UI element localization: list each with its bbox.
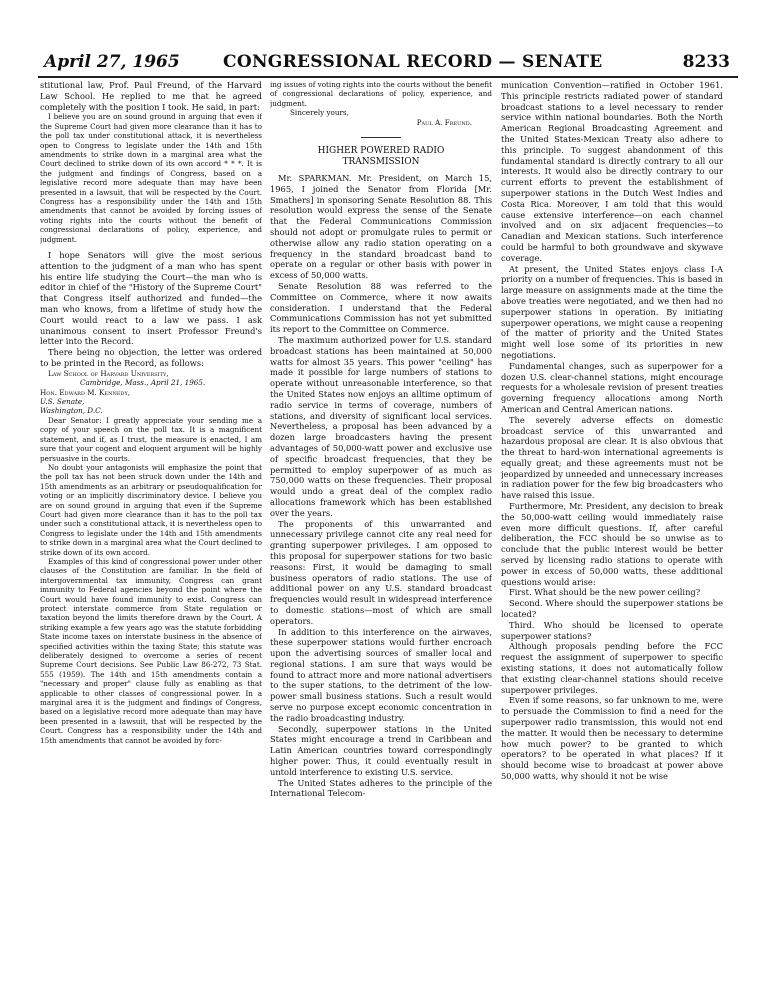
paragraph: munication Convention—ratified in October 1961. This principle restricts radiated power of standard broadcast stations to a level necessary to render service within national boundaries. Both the North American Regional Broadcasting Agreement and the United States-Mexican Treaty also adhere to this principle. To suggest abandonment of this fundamental standard is directly contrary to all our interests. It would also be directly contrary to our current efforts to prevent the establishment of superpower stations in the Dutch West Indies and Costa Rica. Moreover, I am told that this would cause extensive interference—on each channel involved and on six adjacent frequencies—to Canadian and Mexican stations. Such interference could be harmful to both groundwave and skywave coverage. (501, 80, 723, 263)
paragraph: At present, the United States enjoys class I-A priority on a number of frequencies. This is based in large measure on assignments made at the time the above treaties were negotiated, and we then had no superpower stations in operation. By initiating superpower operations, we might cause a reopening of the matter of priority and the United States might well lose some of its priorities in new negotiations. (501, 263, 723, 360)
paragraph: Furthermore, Mr. President, any decision to break the 50,000-watt ceiling would immediately raise even more difficult questions. If, after careful deliberation, the FCC should be so unwise as to conclude that the public interest would be better served by licensing radio stations to operate with power in excess of 50,000 watts, these additional questions would arise: (501, 501, 723, 587)
paragraph: There being no objection, the letter was ordered to be printed in the Record, as follows: (40, 347, 262, 369)
letter-paragraph: No doubt your antagonists will emphasize the point that the poll tax has not been struck down under the 14th and 15th amendments as an arbitrary or pseudoqualification for voting or an implicitly discriminatory device. I believe you are on sound ground in arguing that even if the Supreme Court had given more clearance than it has to the poll tax under such a constitutional attack, it is nevertheless open to Congress to legislate under the 14th and 15th amendments to strike down in a marginal area what the Court declined to strike down of its own accord. (40, 462, 262, 557)
letter-address-line: Hon. Edward M. Kennedy, (40, 387, 131, 397)
paragraph: Secondly, superpower stations in the United States might encourage a trend in Caribbean and Latin American countries toward correspondingly higher power. Thus, it could eventually result in untold interference to existing U.S. service. (270, 723, 492, 777)
paragraph: The United States adheres to the principle of the International Telecom- (270, 777, 492, 799)
letter-address-line: Law School of Harvard University, (48, 368, 169, 378)
letter-address-line: Cambridge, Mass., April 21, 1965. (80, 378, 206, 388)
letter-signature: Paul A. Freund. (416, 117, 472, 127)
page-header (38, 50, 738, 74)
section-heading-line: HIGHER POWERED RADIO (317, 146, 445, 157)
block-quote: I believe you are on sound ground in arguing that even if the Supreme Court had given more clearance than it has to the poll tax under constitutional attack, it is nevertheless open to Congress to legislate under the 14th and 15th amendments to strike down in a marginal area what the Court declined to strike down of its own accord * * *. It is the judgment and findings of Congress, based on a legislative record more adequate than may have been presented in a lawsuit, that will be respected by the Court. Congress has a responsibility under the 14th and 15th amendments that cannot be avoided by forcing issues of voting rights into the courts without the benefit of congressional declarations of policy, experience, and judgment. (40, 112, 262, 244)
letter-paragraph: ing issues of voting rights into the courts without the benefit of congressional declarations of policy, experience, and judgment. (270, 80, 492, 108)
header-page-number: 8233 (682, 52, 730, 72)
question-item: Second. Where should the superpower stations be located? (501, 598, 723, 620)
letter-address-line: U.S. Senate, (40, 397, 85, 407)
paragraph: Mr. SPARKMAN. Mr. President, on March 15, 1965, I joined the Senator from Florida [Mr. Smathers] in sponsoring Senate Resolution 88. This resolution would express the sense of the Senate that the Federal Communications Commission should not adopt or promulgate rules to permit or otherwise allow any radio station operating on a frequency in the standard broadcast band to operate on a regular or other basis with power in excess of 50,000 watts. (270, 173, 492, 281)
paragraph: Senate Resolution 88 was referred to the Committee on Commerce, where it now awaits consideration. I understand that the Federal Communications Commission has not yet submitted its report to the Committee on Commerce. (270, 281, 492, 335)
paragraph: The proponents of this unwarranted and unnecessary privilege cannot cite any real need for granting superpower privileges. I am opposed to this proposal for superpower stations for two basic reasons: First, it would be damaging to small business operators of radio stations. The use of additional power on any U.S. standard broadcast frequencies would result in widespread interference to domestic stations—most of which are small operators. (270, 518, 492, 626)
letter-paragraph: Examples of this kind of congressional power under other clauses of the Constitution are familiar. In the field of intergovernmental tax immunity, Congress can grant immunity to Federal agencies beyond the point where the Court would have found immunity to exist. Congress can protect interstate commerce from State regulation or taxation beyond the limits therefore drawn by the Court. A striking example a few years ago was the statute forbidding State income taxes on interstate business in the absence of specified activities within the taxing State; this statute was deliberately designed to overcome a series of recent Supreme Court decisions. See Public Law 86-272, 73 Stat. 555 (1959). The 14th and 15th amendments contain a "necessary and proper" clause fully as enabling as that applicable to other classes of congressional power. In a marginal area it is the judgment and findings of Congress, based on a legislative record more adequate than may have been presented in a lawsuit, that will be respected by the Court. Congress has a responsibility under the 14th and 15th amendments that cannot be avoided by forc- (40, 556, 262, 745)
header-rule (38, 76, 738, 78)
question-item: Third. Who should be licensed to operate superpower stations? (501, 619, 723, 641)
letter-paragraph: Dear Senator: I greatly appreciate your sending me a copy of your speech on the poll tax. It is a magnificent statement, and if, as I trust, the measure is enacted, I am sure that your cogent and eloquent argument will be highly persuasive in the courts. (40, 415, 262, 463)
header-title: CONGRESSIONAL RECORD — SENATE (223, 52, 603, 72)
section-divider (361, 137, 401, 138)
paragraph: I hope Senators will give the most serious attention to the judgment of a man who has spent his entire life studying the Court—the man who is editor in chief of the "History of the Supreme Court" that Congress itself authorized and funded—the man who knows, from a lifetime of study how the Court would react to a law we pass. I ask unanimous consent to insert Professor Freund's letter into the Record. (40, 250, 262, 347)
section-heading-line: TRANSMISSION (342, 157, 420, 168)
column-left (40, 80, 262, 980)
paragraph: The severely adverse effects on domestic broadcast service of this unwarranted and hazardous proposal are clear. It is also obvious that the threat to hard-won international agreements is equally great; and these agreements must not be jeopardized by unneeded and unnecessary increases in radiation power for the few big broadcasters who have raised this issue. (501, 414, 723, 501)
paragraph: Even if some reasons, so far unknown to me, were to persuade the Commission to find a need for the superpower radio transmission, this would not end the matter. It would then be necessary to determine how much power? to be granted to which operators? to be operated in what places? If it should become wise to broadcast at power above 50,000 watts, why should it not be wise (501, 695, 723, 781)
paragraph: Although proposals pending before the FCC request the assignment of superpower to specific existing stations, it does not automatically follow that existing clear-channel stations should receive superpower privileges. (501, 641, 723, 695)
paragraph: In addition to this interference on the airwaves, these superpower stations would further encroach upon the advertising sources of smaller local and regional stations. I am sure that ways would be found to attract more and more national advertisers to the super stations, to the detriment of the low-power small business stations. Such a result would serve no purpose except economic concentration in the radio broadcasting industry. (270, 626, 492, 723)
section-heading (270, 146, 492, 168)
paragraph: Fundamental changes, such as superpower for a dozen U.S. clear-channel stations, might encourage requests for a wholesale revision of present treaties governing frequency allocations among North American and Central American nations. (501, 360, 723, 414)
question-item: First. What should be the new power ceiling? (509, 587, 701, 598)
column-right (501, 80, 723, 980)
header-date: April 27, 1965 (44, 52, 180, 72)
letter-closing: Sincerely yours, (290, 108, 349, 118)
paragraph: stitutional law, Prof. Paul Freund, of the Harvard Law School. He replied to me that he agreed completely with the position I took. He said, in part: (40, 80, 262, 112)
letter-address-line: Washington, D.C. (40, 406, 103, 416)
column-middle (270, 80, 492, 980)
paragraph: The maximum authorized power for U.S. standard broadcast stations has been maintained at 50,000 watts for almost 35 years. This power "ceiling" has made it possible for large numbers of stations to operate without unreasonable interference, so that the United States now enjoys an alltime optimum of radio service in terms of coverage, numbers of stations, and diversity of significant local services. Nevertheless, a proposal has been advanced by a dozen large broadcasters having the present advantages of 50,000-watt power and exclusive use of specific broadcast frequencies, that they be permitted to employ superpower of as much as 750,000 watts on these frequencies. Their proposal would undo a great deal of the complex radio allocations framework which has been established over the years. (270, 334, 492, 518)
